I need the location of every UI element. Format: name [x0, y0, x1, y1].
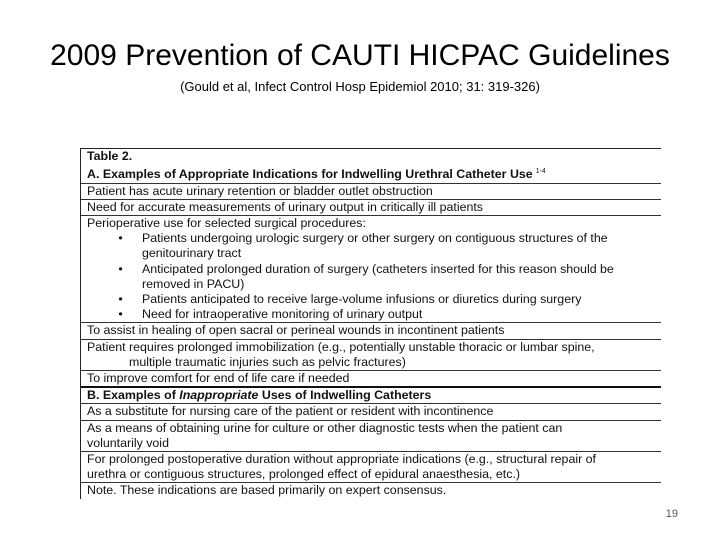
table-row — [81, 421, 661, 452]
row-line: As a means of obtaining urine for culture or other diagnostic tests when the patient can — [87, 420, 563, 435]
slide-subtitle: (Gould et al, Infect Control Hosp Epidemiol 2010; 31: 319-326) — [180, 79, 540, 94]
table-row-perioperative — [81, 216, 661, 323]
table-header-a — [81, 149, 661, 184]
row-line-indented: multiple traumatic injuries such as pelvic fractures) — [129, 354, 406, 369]
section-a-heading — [87, 164, 657, 182]
bullet-item — [87, 292, 657, 307]
bullet-item — [87, 307, 657, 322]
bullet-text: Anticipated prolonged duration of surgery (catheters inserted for this reason should be removed in PACU) — [142, 261, 614, 291]
row-line: For prolonged postoperative duration without appropriate indications (e.g., structural repair of — [87, 451, 596, 466]
bullet-text: Patients undergoing urologic surgery or other surgery on contiguous structures of the genitourinary tract — [142, 231, 608, 261]
table-row — [81, 340, 661, 371]
slide-title: 2009 Prevention of CAUTI HICPAC Guidelines — [50, 39, 670, 72]
page-number: 19 — [665, 508, 678, 520]
table-note: Note. These indications are based primarily on expert consensus. — [87, 483, 447, 498]
table-row: Need for accurate measurements of urinary output in critically ill patients — [81, 200, 661, 216]
bullet-item — [87, 262, 657, 292]
perioperative-label: Perioperative use for selected surgical procedures: — [87, 215, 366, 230]
section-b-heading: B. Examples of Inappropriate Uses of Indwelling Catheters — [81, 388, 661, 404]
table-row: To assist in healing of open sacral or perineal wounds in incontinent patients — [81, 323, 661, 339]
table-caption: Table 2. — [87, 149, 133, 163]
table-row: Patient has acute urinary retention or bladder outlet obstruction — [81, 184, 661, 200]
bullet-icon: • — [118, 291, 123, 306]
bullet-icon: • — [118, 261, 123, 276]
table-row: As a substitute for nursing care of the patient or resident with incontinence — [81, 404, 661, 420]
bullet-text: Patients anticipated to receive large-volume infusions or diuretics during surgery — [142, 291, 582, 306]
row-line: voluntarily void — [87, 435, 169, 450]
guidelines-table — [80, 148, 661, 499]
section-a-superscript: 1-4 — [535, 168, 546, 176]
section-a-heading-text: A. Examples of Appropriate Indications for Indwelling Urethral Catheter Use — [87, 167, 533, 182]
table-row: To improve comfort for end of life care if needed — [81, 371, 661, 388]
row-line: urethra or contiguous structures, prolonged effect of epidural anaesthesia, etc.) — [87, 467, 521, 482]
bullet-item — [87, 231, 657, 261]
row-line: Patient requires prolonged immobilization (e.g., potentially unstable thoracic or lumbar spine, — [87, 339, 595, 354]
bullet-text: Need for intraoperative monitoring of urinary output — [142, 307, 423, 322]
table-row — [81, 452, 661, 483]
bullet-icon: • — [118, 307, 123, 322]
bullet-icon: • — [118, 231, 123, 246]
